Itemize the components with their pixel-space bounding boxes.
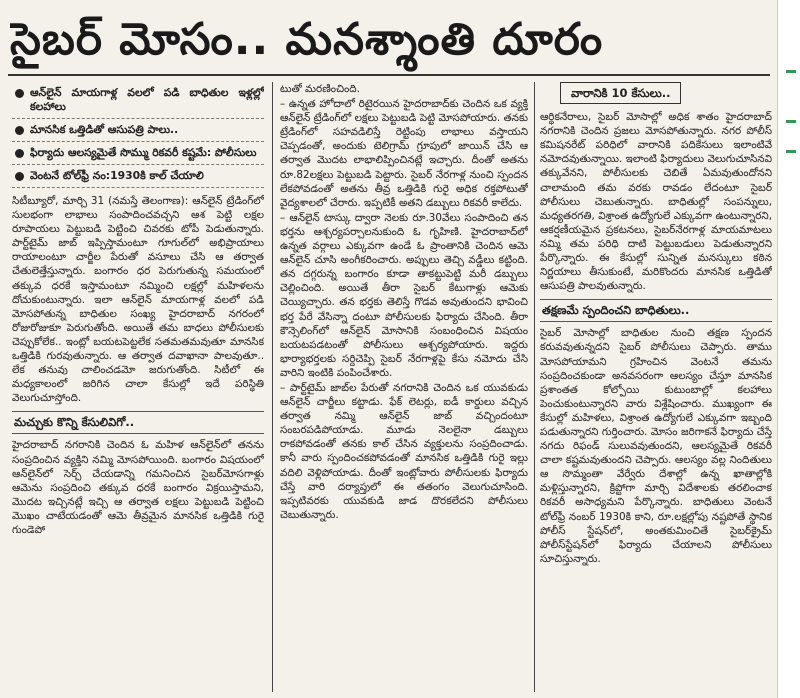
bullet-icon xyxy=(15,126,24,135)
body-paragraph: – ఉన్నత హోదాలో రిటైరయిన హైదరాబాద్‌కు చెందిన ఒక వ్యక్తి ఆన్‌లైన్ ట్రేడింగ్‌లో లక్షలు పెట్టుబడి పెట్టి మోసపోయారు. తనకు ట్రేడింగ్‌లో సహవడిలిస్తే రెట్టింపు లాభాలు వస్తాయని చెప్పడంతో, అందుకు టెలిగ్రామ్ గ్రూపులో జాయిన్ చేసి ఆ తర్వాత మొదట లాభాలిప్పించినట్లే ఇచ్చారు. దీంతో అతను రూ.82లక్షలు పెట్టుబడి పెట్టారు. సైబర్ నేరగాళ్ల నుంచి స్పందన లేకపోవడంతో అతను తీవ్ర ఒత్తిడికి గురై అధిక రక్తపోటుతో వైద్యశాలలో చేరారు. ఇప్పటికీ అతని డబ్బులు రికవరీ కాలేదు. xyxy=(280,98,528,209)
body-paragraph: సిటీబ్యూరో, మార్చి 31 (నమస్తే తెలంగాణ): ఆన్‌లైన్ ట్రేడింగ్‌లో సులభంగా లాభాలు సంపాదించవచ్చని ఆశ పెట్టి లక్షల రూపాయలు పెట్టుబడి పెట్టించి చివరకు టోపీ పెడుతున్నారు. పార్ట్‌టైమ్ జాబ్ ఇప్పిస్తామంటూ గూగుల్‌లో అభిప్రాయాలు రాయాలంటూ చార్జీల పేరుతో వసూలు చేసి ఆ తర్వాత చేతులెత్తేస్తున్నారు. బంగారం ధర పెరుగుతున్న సమయంలో తక్కువ ధరకే ఇస్తామంటూ నమ్మించి లక్షల్లో మహిళలను దోచుకుంటున్నారు. ఇలా ఆన్‌లైన్ మాయగాళ్ల వలలో పడి మోసపోతున్న బాధితుల సంఖ్య హైదరాబాద్ నగరంలో రోజురోజుకూ పెరుగుతోంది. అయితే తమ బాధలు పోలీసులకు చెప్పుకోలేక.. ఇంట్లో బయటపెట్టలేక సతమతమవుతూ మానసిక ఒత్తిడికి గురవుతున్నారు. ఆ తర్వాత దవాఖానా పాలవుతూ.. లేక తనువు చాలించడమో జరుగుతోంది. సిటీలో ఈ మధ్యకాలంలో జరిగిన చాలా కేసుల్లో ఇదే పరిస్థితి వెలుగుచూస్తోంది. xyxy=(12,195,264,405)
body-paragraph: – పార్ట్‌టైమ్ జాబ్‌ల పేరుతో నగరానికి చెందిన ఒక యువకుడు ఆన్‌లైన్ చార్జీలు కట్టాడు. ఫేక్ లెటర్లు, ఐడీ కార్డులు వచ్చిన తర్వాత నమ్మి ఆన్‌లైన్ జాబ్ వచ్చిందంటూ సంబరపడిపోయాడు. మూడు నెలలైనా డబ్బులు రాకపోవడంతో తనకు కాల్ చేసిన వ్యక్తులను సంప్రదించాడు. కానీ వారు స్పందించకపోవడంతో మానసిక ఒత్తిడికి గురై ఇల్లు వదిలి వెళ్లిపోయాడు. దీంతో ఇంట్లోవారు పోలీసులకు ఫిర్యాదు చేస్తే వారి దర్యాప్తులో ఈ తతంగం వెలుగుచూసింది. ఇప్పటివరకు యువకుడి జాడ దొరకలేదని పోలీసులు చెబుతున్నారు. xyxy=(280,381,528,521)
bullet-icon xyxy=(15,149,24,158)
highlight-item xyxy=(12,165,264,188)
green-marker xyxy=(786,70,796,73)
article-headline: సైబర్ మోసం.. మనశ్శాంతి దూరం xyxy=(10,14,604,65)
bullet-icon xyxy=(15,89,24,98)
column-divider-1 xyxy=(272,82,273,692)
highlight-item xyxy=(12,142,264,165)
highlight-text: మానసిక ఒత్తిడితో ఆసుపత్రి పాలు.. xyxy=(30,123,179,136)
headline-rule xyxy=(8,74,770,76)
highlight-item xyxy=(12,119,264,142)
section-subhead: మచ్చుకు కొన్ని కేసులివిగో.. xyxy=(12,411,264,434)
body-paragraph: ఆర్థికనేరాలు, సైబర్ మోసాల్లో అధిక శాతం హైదరాబాద్ నగరానికి చెందిన ప్రజలు మోసపోతున్నారు. నగర పోలీస్ కమిషనరేట్ పరిధిలో వారానికి పదికేసులు ఇలాంటివే నమోదవుతున్నాయి. ఇలాంటి ఫిర్యాదులు వెలుగుచూసినవి తక్కువేనని, పోలీసులకు చెబితే ఏమవుతుందోనని చాలామంది తమ వరకు రావడం లేదంటూ సైబర్ పోలీసులు చెబుతున్నారు. బాధితుల్లో సంపన్నులు, మధ్యతరగతి, విశ్రాంత ఉద్యోగులే ఎక్కువగా ఉంటున్నారని, ఆకర్షణీయమైన ప్రకటనలు, సైబర్‌నేరగాళ్ల మాయమాటలు నమ్మి తమ పరిధి దాటి పెట్టుబడులు పెడుతున్నారని పేర్కొన్నారు. ఈ కేసుల్లో సున్నిత మనస్కులు కఠిన నిర్ణయాలు తీసుకుంటే, మరికొందరు మానసిక ఒత్తిడితో ఆసుపత్రి పాలవుతున్నారు. xyxy=(540,111,772,293)
highlight-text: ఆన్‌లైన్ మాయగాళ్ల వలలో పడి బాధితుల ఇళ్లల్లో కలహాలు xyxy=(30,86,264,113)
bullet-icon xyxy=(15,172,24,181)
section-box-heading: వారానికి 10 కేసులు.. xyxy=(560,82,681,104)
section-subhead: తక్షణమే స్పందించని బాధితులు.. xyxy=(540,299,772,322)
highlight-item xyxy=(12,82,264,119)
body-paragraph: – ఆన్‌లైన్ టాస్కు ద్వారా నెలకు రూ.30వేలు సంపాదించి తన భర్తను ఆశ్చర్యపర్చాలనుకుంది ఓ గృహిణి. హైదరాబాద్‌లో ఉన్నత వర్గాలు ఎక్కువగా ఉండే ఓ ప్రాంతానికి చెందిన ఆమె ఆన్‌లైన్ చూసి అంగీకరించారు. అప్పులు తెచ్చి వడ్డీలు కట్టింది. తన దగ్గరున్న బంగారం కూడా తాకట్టుపెట్టి మరీ డబ్బులు చెల్లించింది. అయితే తీరా సైబర్ కేటుగాళ్లు ఆమెకు చెయ్యిచ్చారు. తన భర్తకు తెలిస్తే గొడవ అవుతుందని భావించి భర్త పేరే వేసిన్నా దంటూ పోలీసులకు ఫిర్యాదు చేసింది. తీరా కౌన్సెలింగ్‌లో ఆన్‌లైన్ మోసానికి సంబంధించిన విషయం బయటపడటంతో పోలీసులు ఆశ్చర్యపోయారు. ఇద్దరు భార్యాభర్తలకు సర్దిచెప్పి సైబర్ నేరగాళ్లపై కేసు నమోదు చేసి వారిని ఇంటికి పంపించేశారు. xyxy=(280,211,528,379)
green-marker xyxy=(786,120,796,123)
column-1 xyxy=(12,82,264,692)
column-divider-2 xyxy=(534,82,535,692)
column-3 xyxy=(540,82,772,692)
highlight-list xyxy=(12,82,264,188)
green-marker xyxy=(786,150,796,153)
scroll-gutter xyxy=(777,0,800,698)
body-paragraph: హైదరాబాద్ నగరానికి చెందిన ఓ మహిళ ఆన్‌లైన్‌లో తనను సంప్రదించిన వ్యక్తిని నమ్మి మోసపోయింది. బంగారం విషయంలో ఆన్‌లైన్‌లో సెర్చ్ చేయడాన్ని గమనించిన సైబర్‌మోసగాళ్లు ఆమెను సంప్రదించి తక్కువ ధరకే బంగారం విక్రయిస్తామని, మొదట ఇచ్చినట్లే ఇచ్చి ఆ తర్వాత లక్షలు పెట్టుబడి పెట్టించి మొఖం చాటేయడంతో ఆమె తీవ్రమైన మానసిక ఒత్తిడికి గురై గుండెపో xyxy=(12,439,264,536)
body-paragraph: సైబర్ మోసాల్లో బాధితుల నుంచి తక్షణ స్పందన కరువవుతున్నదని సైబర్ పోలీసులు చెప్పారు. తాము మోసపోయామని గ్రహించిన వెంటనే తమను సంప్రదించకుండా అనవసరంగా ఆలస్యం చేస్తూ మానసిక ప్రశాంతత కోల్పోయి కుటుంబాల్లో కలహాలు పెంచుకుంటున్నారని వారు విశ్లేషించారు. ముఖ్యంగా ఈ కేసుల్లో మహిళలు, విశ్రాంత ఉద్యోగులే ఎక్కువగా ఇబ్బంది పడుతున్నారని గుర్తించారు. మోసం జరిగాకనే ఫిర్యాదు చేస్తే నగదు రిఫండ్ సులువవుతుందని, ఆలస్యమైతే రికవరీ చాలా కష్టమవుతుందని చెప్పారు. ఆలస్యం వల్ల నిందితులు ఆ సొమ్మంతా వేర్వేరు దేశాల్లో ఉన్న ఖాతాల్లోకి మళ్లిస్తున్నారని, క్రిప్టోగా మార్చి విదేశాలకు తరలించాక రికవరీ అసాధ్యమని పేర్కొన్నారు. బాధితులు వెంటనే టోల్‌ఫ్రీ నంబర్ 1930కి కాని, రూ.లక్షల్లోపు నష్టపోతే స్థానిక పోలీస్ స్టేషన్‌లో, అంతకుమించితే సైబర్‌క్రైమ్ పోలీస్‌స్టేషన్‌లో ఫిర్యాదు చేయాలని పోలీసులు సూచిస్తున్నారు. xyxy=(540,327,772,565)
body-paragraph: టుతో మరణించింది. xyxy=(280,83,360,95)
column-2 xyxy=(280,82,528,692)
highlight-text: వెంటనే టోల్‌ఫ్రీ నం:1930కి కాల్ చేయాలి xyxy=(30,169,204,182)
highlight-text: ఫిర్యాదు ఆలస్యమైతే సొమ్ము రికవరీ కష్టమే: పోలీసులు xyxy=(30,146,257,159)
